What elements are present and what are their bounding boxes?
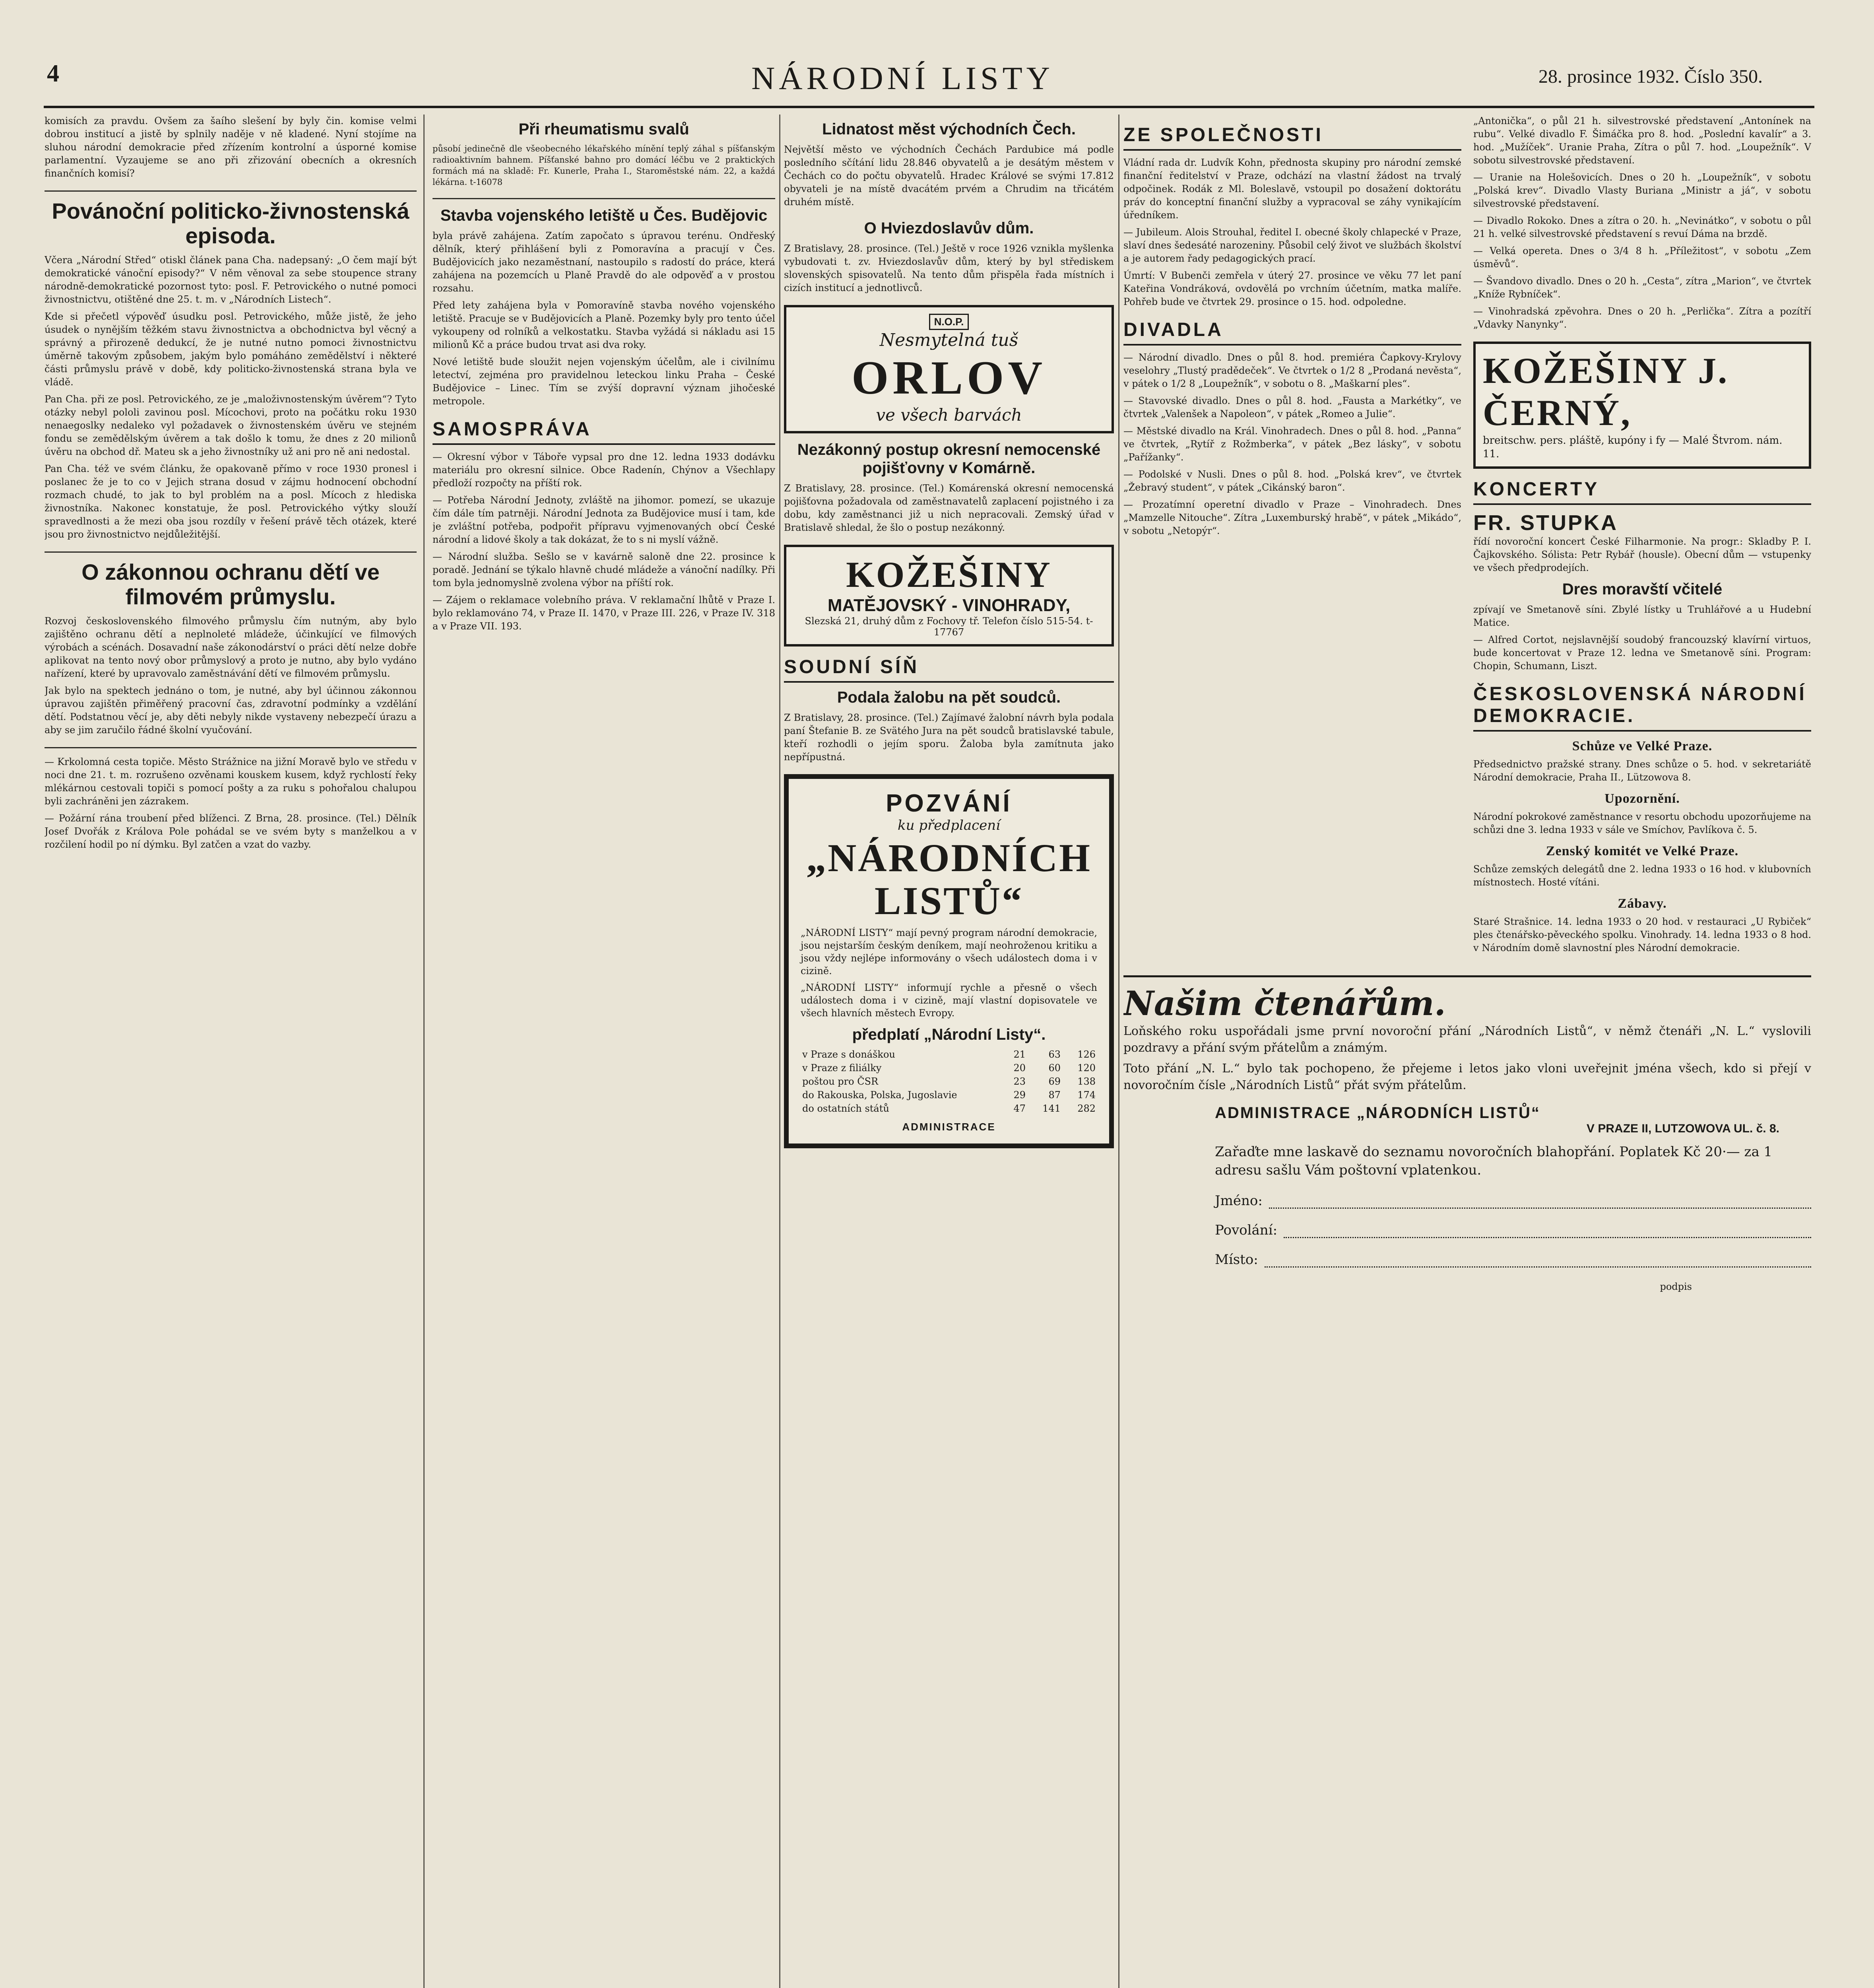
column-divider (423, 115, 425, 1988)
price-label: v Praze s donáškou (802, 1049, 895, 1060)
nd-subtitle: Upozornění. (1604, 791, 1680, 806)
column-1 (45, 115, 417, 862)
field-line[interactable] (1284, 1223, 1811, 1238)
story-paragraph: Kde si přečetl výpověď úsudku posl. Petrovického, může jistě, že jeho úsudek o nynějším těžkém stavu živnostnictva a obchodnictva byl věcný a správný a přirozeně dedukcí, že je nutné nutno pomoci živnostnictvu úměrně takovým způsobem, jakým bylo pomáháno zemědělství i některé části průmyslu právě v době, kdy politicko-živnostenská strana byla ve vládě. (45, 311, 417, 388)
story-povanocni (45, 199, 417, 541)
news-item: Vládní rada dr. Ludvík Kohn, přednosta skupiny pro národní zemské finanční ředitelství v Praze, odchází na vlastní žádost na trvalý odpočinek. Rodák z Ml. Boleslavě, vstoupil po dosažení doktorátu práv do konceptní finanční služby a vypracoval se záhy vynikajícím úředníkem. (1123, 157, 1461, 221)
col4-right (1473, 115, 1811, 965)
ad-tagline: ve všech barvách (876, 405, 1022, 425)
story-lidnatost (784, 120, 1114, 209)
story-paragraph: Z Bratislavy, 28. prosince. (Tel.) Zajímavé žalobní návrh byla podala paní Štefanie B. ze Svätého Jura na pět soudců bratislavské tabule, kteří rozhodli o jejím sporu. Žaloba byla zamítnuta jako nepřípustná. (784, 712, 1114, 763)
news-item: — Velká opereta. Dnes o 3/4 8 h. „Příležitost“, v sobotu „Zem úsměvů“. (1473, 245, 1811, 270)
place-field[interactable] (1215, 1252, 1811, 1268)
news-item: Předsednictvo pražské strany. Dnes schůze o 5. hod. v sekretariátě Národní demokracie, Praha II., Lützowova 8. (1473, 759, 1811, 783)
story-title: Povánoční politicko-živnostenská episoda. (52, 198, 409, 248)
section-divadla: DIVADLA (1123, 319, 1461, 346)
masthead: NÁRODNÍ LISTY (751, 60, 1054, 96)
field-line[interactable] (1265, 1252, 1811, 1268)
ad-text: působí jedinečně dle všeobecného lékařského mínění teplý záhal s píšťanským radioaktivním bahnem. Píšťanské bahno pro domácí léčbu ve 2 praktických formách má na skladě: Fr. Kunerle, Praha I., Staroměstské nám. 22, a každá lékárna. t-16078 (433, 144, 775, 187)
invite-subtitle: ku předplacení (897, 817, 1001, 833)
invite-paragraph: „NÁRODNÍ LISTY“ mají pevný program národní demokracie, jsou nejstarším českým deníkem, mají neohroženou kritiku a jsou vždy nejlépe informovány o všech událostech doma i v cizině. (801, 927, 1097, 977)
column-divider (1118, 115, 1119, 1988)
story-letiste (433, 206, 775, 408)
form-address: V PRAZE II, LUTZOWOVA UL. č. 8. (1586, 1122, 1779, 1135)
news-item: — Podolské v Nusli. Dnes o půl 8. hod. „Polská krev“, ve čtvrtek „Žebravý student“, v pátek „Cikánský baron“. (1123, 469, 1461, 493)
ad-orlov-ink (784, 305, 1114, 433)
ad-title: Při rheumatismu svalů (518, 120, 689, 138)
column-2 (433, 115, 775, 643)
ad-rheumatism (433, 120, 775, 188)
news-item: — Krkolomná cesta topiče. Město Strážnice na jižní Moravě bylo ve středu v noci dne 21. t. m. rozrušeno ozvěnami kouskem kusem, když rychlostí řeky mlékárnou cestovali topiči s pomocí pošty a za ruku s pohořalou chalupou byli zachráněni jen zázrakem. (45, 756, 417, 807)
story-paragraph: Pan Cha. též ve svém článku, že opakovaně přímo v roce 1930 pronesl i poslanec že je to co v Jejich strana dosud v zájmu hodnocení obchodní rozmach chudé, to jak to byl problém na a posl. Mícoch z hlediska živnostníka. Nakonec konstatuje, že posl. Petrovického výtky slouží spravedlnosti a že mezi oba jsou rozdíly v řešení právě těch otázek, které jsou pro živnostnictvo nejdůležitější. (45, 463, 417, 540)
story-paragraph: Pan Cha. při ze posl. Petrovického, ze je „maloživnostenským úvěrem“? Tyto otázky nebyl pololi zavinou posl. Mícochovi, proto na počátku roku 1930 nenaegoslky nedaleko vyl požadavek o živnostenském úvěru ve stejném fondu se zemědělským úvěrem a tak došlo k tomu, že dnes z 20 milionů úvěru na obchod dř. Mateu sk a jeho živnostníky už ani pro ně ani nedostal. (45, 394, 417, 457)
price-value: 87 (1048, 1089, 1061, 1101)
field-line[interactable] (1269, 1193, 1811, 1209)
news-item: — Okresní výbor v Táboře vypsal pro dne 12. ledna 1933 dodávku materiálu pro okresní silnice. Obce Radenín, Chýnov a Všechlapy předloží rozpočty na příští rok. (433, 451, 775, 489)
concert-title: FR. STUPKA (1473, 511, 1618, 535)
nd-subtitle: Zenský komitét ve Velké Praze. (1546, 844, 1739, 858)
ad-company: MATĚJOVSKÝ - VINOHRADY, (827, 596, 1071, 615)
nd-subtitle: Schůze ve Velké Praze. (1572, 739, 1713, 753)
story-hviezdoslav (784, 219, 1114, 295)
story-title: Lidnatost měst východních Čech. (822, 120, 1076, 138)
ad-brand: KOŽEŠINY (846, 554, 1052, 595)
section-soudni-sin: SOUDNÍ SÍŇ (784, 656, 1114, 683)
price-label: do Rakouska, Polska, Jugoslavie (802, 1089, 957, 1101)
price-row (801, 1061, 1097, 1075)
field-label: Povolání: (1215, 1222, 1278, 1238)
field-label: Místo: (1215, 1252, 1258, 1268)
news-item: — Stavovské divadlo. Dnes o půl 8. hod. „Fausta a Markétky“, ve čtvrtek „Valenšek a Napoleon“, v pátek „Romeo a Julie“. (1123, 395, 1461, 419)
story-zaloba (784, 688, 1114, 764)
col4-left (1123, 115, 1461, 965)
price-row (801, 1088, 1097, 1102)
price-label: do ostatních států (802, 1103, 889, 1114)
subscription-invitation (784, 774, 1114, 1148)
form-text: Zařaďte mne laskavě do seznamu novoročních blahopřání. Poplatek Kč 20·— za 1 adresu sašlu Vám poštovní vplatenkou. (1215, 1144, 1773, 1178)
news-item: Úmrtí: V Bubenči zemřela v úterý 27. prosince ve věku 77 let paní Kateřina Vondráková, ovdovělá po vrchním účetním, matka malíře. Pohřeb bude ve čtvrtek 29. prosince o 15. hod. odpoledne. (1123, 270, 1461, 307)
column-4 (1123, 115, 1811, 1292)
divider (45, 551, 417, 553)
price-value: 282 (1077, 1103, 1096, 1114)
samosprava-news (433, 450, 775, 633)
story-paragraph: Z Bratislavy, 28. prosince. (Tel.) Ještě v roce 1926 vznikla myšlenka vybudovati t. zv. Hviezdoslavův dům, který by byl střediskem slovenských spisovatelů. Na tento dům přispěla řada místních i cizích institucí a jednotlivců. (784, 243, 1114, 293)
price-value: 120 (1077, 1062, 1096, 1074)
ad-badge: N.O.P. (929, 314, 969, 330)
news-item: — Potřeba Národní Jednoty, zvláště na jihomor. pomezí, se ukazuje čím dále tím patrněji. Národní Jednota za Budějovice musí i tam, kde je zvláštní potřeba, podpořit přípravu vyjmenovaných obcí České národní a lidové školy a tak dokázat, že to s ni myslí vážně. (433, 495, 775, 545)
nasim-text (1123, 1023, 1811, 1094)
signature-label: podpis (1660, 1281, 1692, 1292)
story-paragraph: Z Bratislavy, 28. prosince. (Tel.) Komárenská okresní nemocenská pojišťovna požadovala od zaměstnavatelů zaplacení pojistného i za dobu, kdy zaměstnanci již u nich nepracovali. Zemský úřad v Bratislavě shledal, že šlo o postup nezákonný. (784, 483, 1114, 533)
ad-info: breitschw. pers. pláště, kupóny i fy — Malé Štvrom. nám. 11. (1483, 435, 1783, 460)
news-item: zpívají ve Smetanově síni. Zbylé lístky u Truhlářové a u Hudební Matice. (1473, 604, 1811, 628)
price-value: 60 (1048, 1062, 1061, 1074)
story-paragraph: Jak bylo na spektech jednáno o tom, je nutné, aby byl účinnou zákonnou úpravou zajištěn přiměřený pracovní čas, zdravotní podmínky a vzdělání dětí. Podstatnou věcí je, aby děti nebyly nikde vystaveny nebezpečí úrazu a aby se jim zaručilo řádné školní vyučování. (45, 685, 417, 736)
section-narodni-demokracie: ČESKOSLOVENSKÁ NÁRODNÍ DEMOKRACIE. (1473, 683, 1811, 732)
invite-paragraph: „NÁRODNÍ LISTY“ informují rychle a přesně o všech událostech doma i v cizině, mají vlastní dopisovatele ve všech hlavních městech Evropy. (801, 982, 1097, 1019)
invite-cta: předplatí „Národní Listy“. (852, 1026, 1046, 1043)
theatre-listings (1473, 115, 1811, 331)
concert-subtitle: Dres moravští včitelé (1562, 580, 1723, 598)
price-value: 23 (1013, 1076, 1026, 1087)
price-table (801, 1048, 1097, 1115)
story-paragraph: Včera „Národní Střed“ otiskl článek pana Cha. nadepsaný: „O čem mají být demokratické vánoční episody?“ V něm věnoval za sebe stoupence strany národně-demokratické pozornost tyto: posl. F. Petrovického o nutné pomoci živnostnictvu, otištěné dne 25. t. m. v „Národních Listech“. (45, 254, 417, 305)
story-paragraph: byla právě zahájena. Zatím započato s úpravou terénu. Ondřeský dělník, který přihlášení byli z Pomoravína a pracují v Čes. Budějovicích jako nezaměstnaní, nastoupilo s radostí do práce, která zahájena na pozemcích u Planě Pravdě do ale odpověď a v prostou rozsahu. (433, 230, 775, 294)
news-item: — Uranie na Holešovicích. Dnes o 20 h. „Loupežník“, v sobotu „Polská krev“. Divadlo Vlasty Buriana „Ministr a já“, v sobotu silvestrovské představení. (1473, 172, 1811, 209)
news-item: — Vinohradská zpěvohra. Dnes o 20 h. „Perlička“. Zítra a pozítří „Vdavky Nanynky“. (1473, 306, 1811, 330)
price-value: 63 (1048, 1049, 1061, 1060)
story-title: Nezákonný postup okresní nemocenské pojišťovny v Komárně. (797, 441, 1101, 477)
ad-address: Slezská 21, druhý dům z Fochovy tř. Telefon číslo 515-54. t-17767 (805, 615, 1093, 638)
intro-text: komisích za pravdu. Ovšem za šaího slešení by byly čin. komise velmi dobrou institucí a jistě by splnily naděje v ně kladené. Nyní stojíme na sluhou národní demokracie před zřízením kontrolní a úsporné komise parlamentní. Vyzaujeme se ano při zřizování obecních a okresních finančních komisí? (45, 115, 417, 179)
news-item: — Jubileum. Alois Strouhal, ředitel I. obecné školy chlapecké v Praze, slaví dnes šedesáté narozeniny. Působil celý život ve službách školství a je autorem řady pedagogických prací. (1123, 227, 1461, 264)
story-title: O Hviezdoslavův dům. (864, 219, 1034, 237)
section-koncerty: KONCERTY (1473, 478, 1811, 505)
story-paragraph: Největší město ve východních Čechách Pardubice má podle posledního sčítání lidu 28.846 obyvatelů a je desátým městem v Čechách co do počtu obyvatelů. Hradec Králové se svými 17.812 obyvateli je na místě dvacátém prvém a Chrudim na třicátém druhém místě. (784, 144, 1114, 208)
price-value: 21 (1013, 1049, 1026, 1060)
section-samosprava: SAMOSPRÁVA (433, 418, 775, 445)
form-recipient: ADMINISTRACE „NÁRODNÍCH LISTŮ“ (1215, 1104, 1540, 1122)
ad-kozesiny-matejovsky (784, 545, 1114, 646)
news-item: — Městské divadlo na Král. Vinohradech. Dnes o půl 8. hod. „Panna“ ve čtvrtek, „Rytíř z Rožmberka“, v pátek „Bez lásky“, v sobotu „Pařížanky“. (1123, 425, 1461, 463)
story-title: Podala žalobu na pět soudců. (837, 689, 1061, 706)
story-paragraph: Loňského roku uspořádali jsme první novoroční přání „Národních Listů“, v němž čtenáři „N. L.“ vyslovili pozdravy a přání svým přátelům a známým. (1123, 1024, 1811, 1055)
divider (45, 190, 417, 192)
spolecnost-news (1123, 156, 1461, 309)
ad-brand: KOŽEŠINY J. ČERNÝ, (1483, 350, 1729, 433)
news-item: — Prozatímní operetní divadlo v Praze – Vinohradech. Dnes „Mamzelle Nitouche“. Zítra „Luxemburský hrabě“, v pátek „Mikádo“, v sobotu „Netopýr“. (1123, 499, 1461, 536)
col4-upper (1123, 115, 1811, 965)
price-value: 47 (1013, 1103, 1026, 1114)
nasim-ctenarum (1123, 975, 1811, 1292)
price-value: 174 (1077, 1089, 1096, 1101)
price-value: 126 (1077, 1049, 1096, 1060)
dateline: 28. prosince 1932. Číslo 350. (1538, 66, 1763, 87)
news-item: Schůze zemských delegátů dne 2. ledna 1933 o 16 hod. v klubovních místnostech. Hosté vítáni. (1473, 864, 1811, 888)
news-item: Staré Strašnice. 14. ledna 1933 o 20 hod. v restauraci „U Rybiček“ ples čtenářsko-pěveckého spolku. Vinohrady. 14. ledna 1933 o 8 hod. v Národním domě slavnostní ples Národní demokracie. (1473, 916, 1811, 953)
price-row (801, 1102, 1097, 1115)
field-label: Jméno: (1215, 1193, 1263, 1209)
news-item: — Národní divadlo. Dnes o půl 8. hod. premiéra Čapkovy-Krylovy veselohry „Tlustý pradědeček“. Ve čtvrtek o 1/2 8 „Prodaná nevěsta“, v pátek o 1/2 8 „Loupežník“, v sobotu o 8. „Maškarní ples“. (1123, 352, 1461, 389)
ad-kozesiny-cerny (1473, 342, 1811, 469)
ad-brand: ORLOV (851, 351, 1047, 404)
story-paragraph: Před lety zahájena byla v Pomoravíně stavba nového vojenského letiště. Pracuje se v Budějovicích a Planě. Pozemky byly pro tento účel vykoupeny od rolníků a velkostatku. Stavba vyžádá si nákladu asi 15 milionů Kč a práce budou trvat asi dva roky. (433, 300, 775, 350)
news-item: — Zájem o reklamace volebního práva. V reklamační lhůtě v Praze I. bylo reklamováno 74, v Praze II. 1470, v Praze III. 226, v Praze IV. 318 a v Praze VII. 193. (433, 594, 775, 632)
column-3 (784, 115, 1114, 1156)
nd-news (1473, 739, 1811, 955)
invite-newspaper-name: „NÁRODNÍCH LISTŮ“ (806, 836, 1092, 923)
news-item: Národní pokrokové zaměstnance v resortu obchodu upozorňujeme na schůzi dne 3. ledna 1933 v sále ve Smíchov, Pavlíkova č. 5. (1473, 811, 1811, 835)
story-film (45, 560, 417, 737)
news-item: řídí novoroční koncert České Filharmonie. Na progr.: Skladby P. I. Čajkovského. Sólista: Petr Rybář (housle). Obecní dům — vstupenky ve všech předprodejích. (1473, 536, 1811, 573)
header-rule (44, 106, 1814, 108)
story-title: O zákonnou ochranu dětí ve filmovém průmyslu. (81, 559, 380, 609)
news-item: — Požární rána troubení před blíženci. Z Brna, 28. prosince. (Tel.) Dělník Josef Dvořák z Králova Pole pohádal se ve svém byty s manželkou a v rozčilení hodil po ní dýmku. Byl zatčen a vzat do vazby. (45, 813, 417, 850)
news-item: „Antonička“, o půl 21 h. silvestrovské představení „Antonínek na rubu“. Velké divadlo F. Šimáčka pro 8. hod. „Poslední kavalír“ a 3. hod. „Mužíček“. Uranie Praha, Zítra o půl 7. hod. „Loupežník“. V sobotu silvestrovské představení. (1473, 115, 1811, 166)
price-value: 141 (1042, 1103, 1061, 1114)
greeting-order-form (1123, 1104, 1811, 1292)
ad-row (1483, 349, 1802, 434)
news-item: — Švandovo divadlo. Dnes o 20 h. „Cesta“, zítra „Marion“, ve čtvrtek „Kníže Rybníček“. (1473, 276, 1811, 300)
divider (433, 198, 775, 199)
intro-story (45, 115, 417, 180)
price-value: 20 (1013, 1062, 1026, 1074)
news-briefs (45, 755, 417, 851)
news-item: — Alfred Cortot, nejslavnější soudobý francouzský klavírní virtuos, bude koncertovat v Praze 12. ledna ve Smetanově síni. Program: Chopin, Schumann, Liszt. (1473, 634, 1811, 672)
nd-subtitle: Zábavy. (1618, 896, 1667, 911)
price-value: 138 (1077, 1076, 1096, 1087)
price-label: poštou pro ČSR (802, 1076, 879, 1087)
page-number: 4 (47, 60, 59, 87)
column-divider (779, 115, 780, 1988)
name-field[interactable] (1215, 1193, 1811, 1209)
price-row (801, 1048, 1097, 1061)
koncerty-news (1473, 511, 1811, 673)
nasim-title: Našim čtenářům. (1123, 984, 1446, 1023)
story-title: Stavba vojenského letiště u Čes. Budějovic (440, 207, 768, 224)
invite-admin: ADMINISTRACE (902, 1121, 996, 1133)
story-paragraph: Nové letiště bude sloužit nejen vojenským účelům, ale i civilnímu letectví, zejména pro pravidelnou leteckou linku Praha – České Budějovice – Linec. Tím se zvýší dopravní význam jihočeské metropole. (433, 356, 775, 407)
price-label: v Praze z filiálky (802, 1062, 882, 1074)
price-value: 29 (1013, 1089, 1026, 1101)
story-paragraph: Toto přání „N. L.“ bylo tak pochopeno, že přejeme i letos jako vloni uveřejnit jména všech, kdo si přejí v novoročním čísle „Národních Listů“ přát svým přátelům. (1123, 1062, 1811, 1092)
story-paragraph: Rozvoj československého filmového průmyslu čím nutným, aby bylo zajištěno ochranu dětí a neplnoleté mládeže, účinkující ve filmových výrobách a scénách. Dosavadní naše zákonodárství o práci dětí nelze dobře aplikovat na tento nový obor průmyslový a proto je nutno, aby bylo vydáno nařízení, které by upravovalo zaměstnávání dětí ve filmovém průmyslu. (45, 615, 417, 679)
ad-slogan: Nesmytelná tuš (879, 330, 1018, 350)
news-item: — Divadlo Rokoko. Dnes a zítra o 20. h. „Nevinátko“, v sobotu o půl 21 h. velké silvestrovské představení s revuí Dáma na brzdě. (1473, 215, 1811, 239)
divadla-news (1123, 351, 1461, 538)
occupation-field[interactable] (1215, 1222, 1811, 1238)
price-value: 69 (1048, 1076, 1061, 1087)
section-ze-spolecnosti: ZE SPOLEČNOSTI (1123, 124, 1461, 151)
news-item: — Národní služba. Sešlo se v kavárně saloně dne 22. prosince k poradě. Jednání se týkalo hlavně chudé mládeže a vánoční nadílky. Při tom byla jednomyslně zvolena výbor na příští rok. (433, 551, 775, 588)
invite-title: POZVÁNÍ (886, 790, 1012, 817)
story-komarno (784, 441, 1114, 534)
divider (45, 747, 417, 748)
price-row (801, 1075, 1097, 1088)
